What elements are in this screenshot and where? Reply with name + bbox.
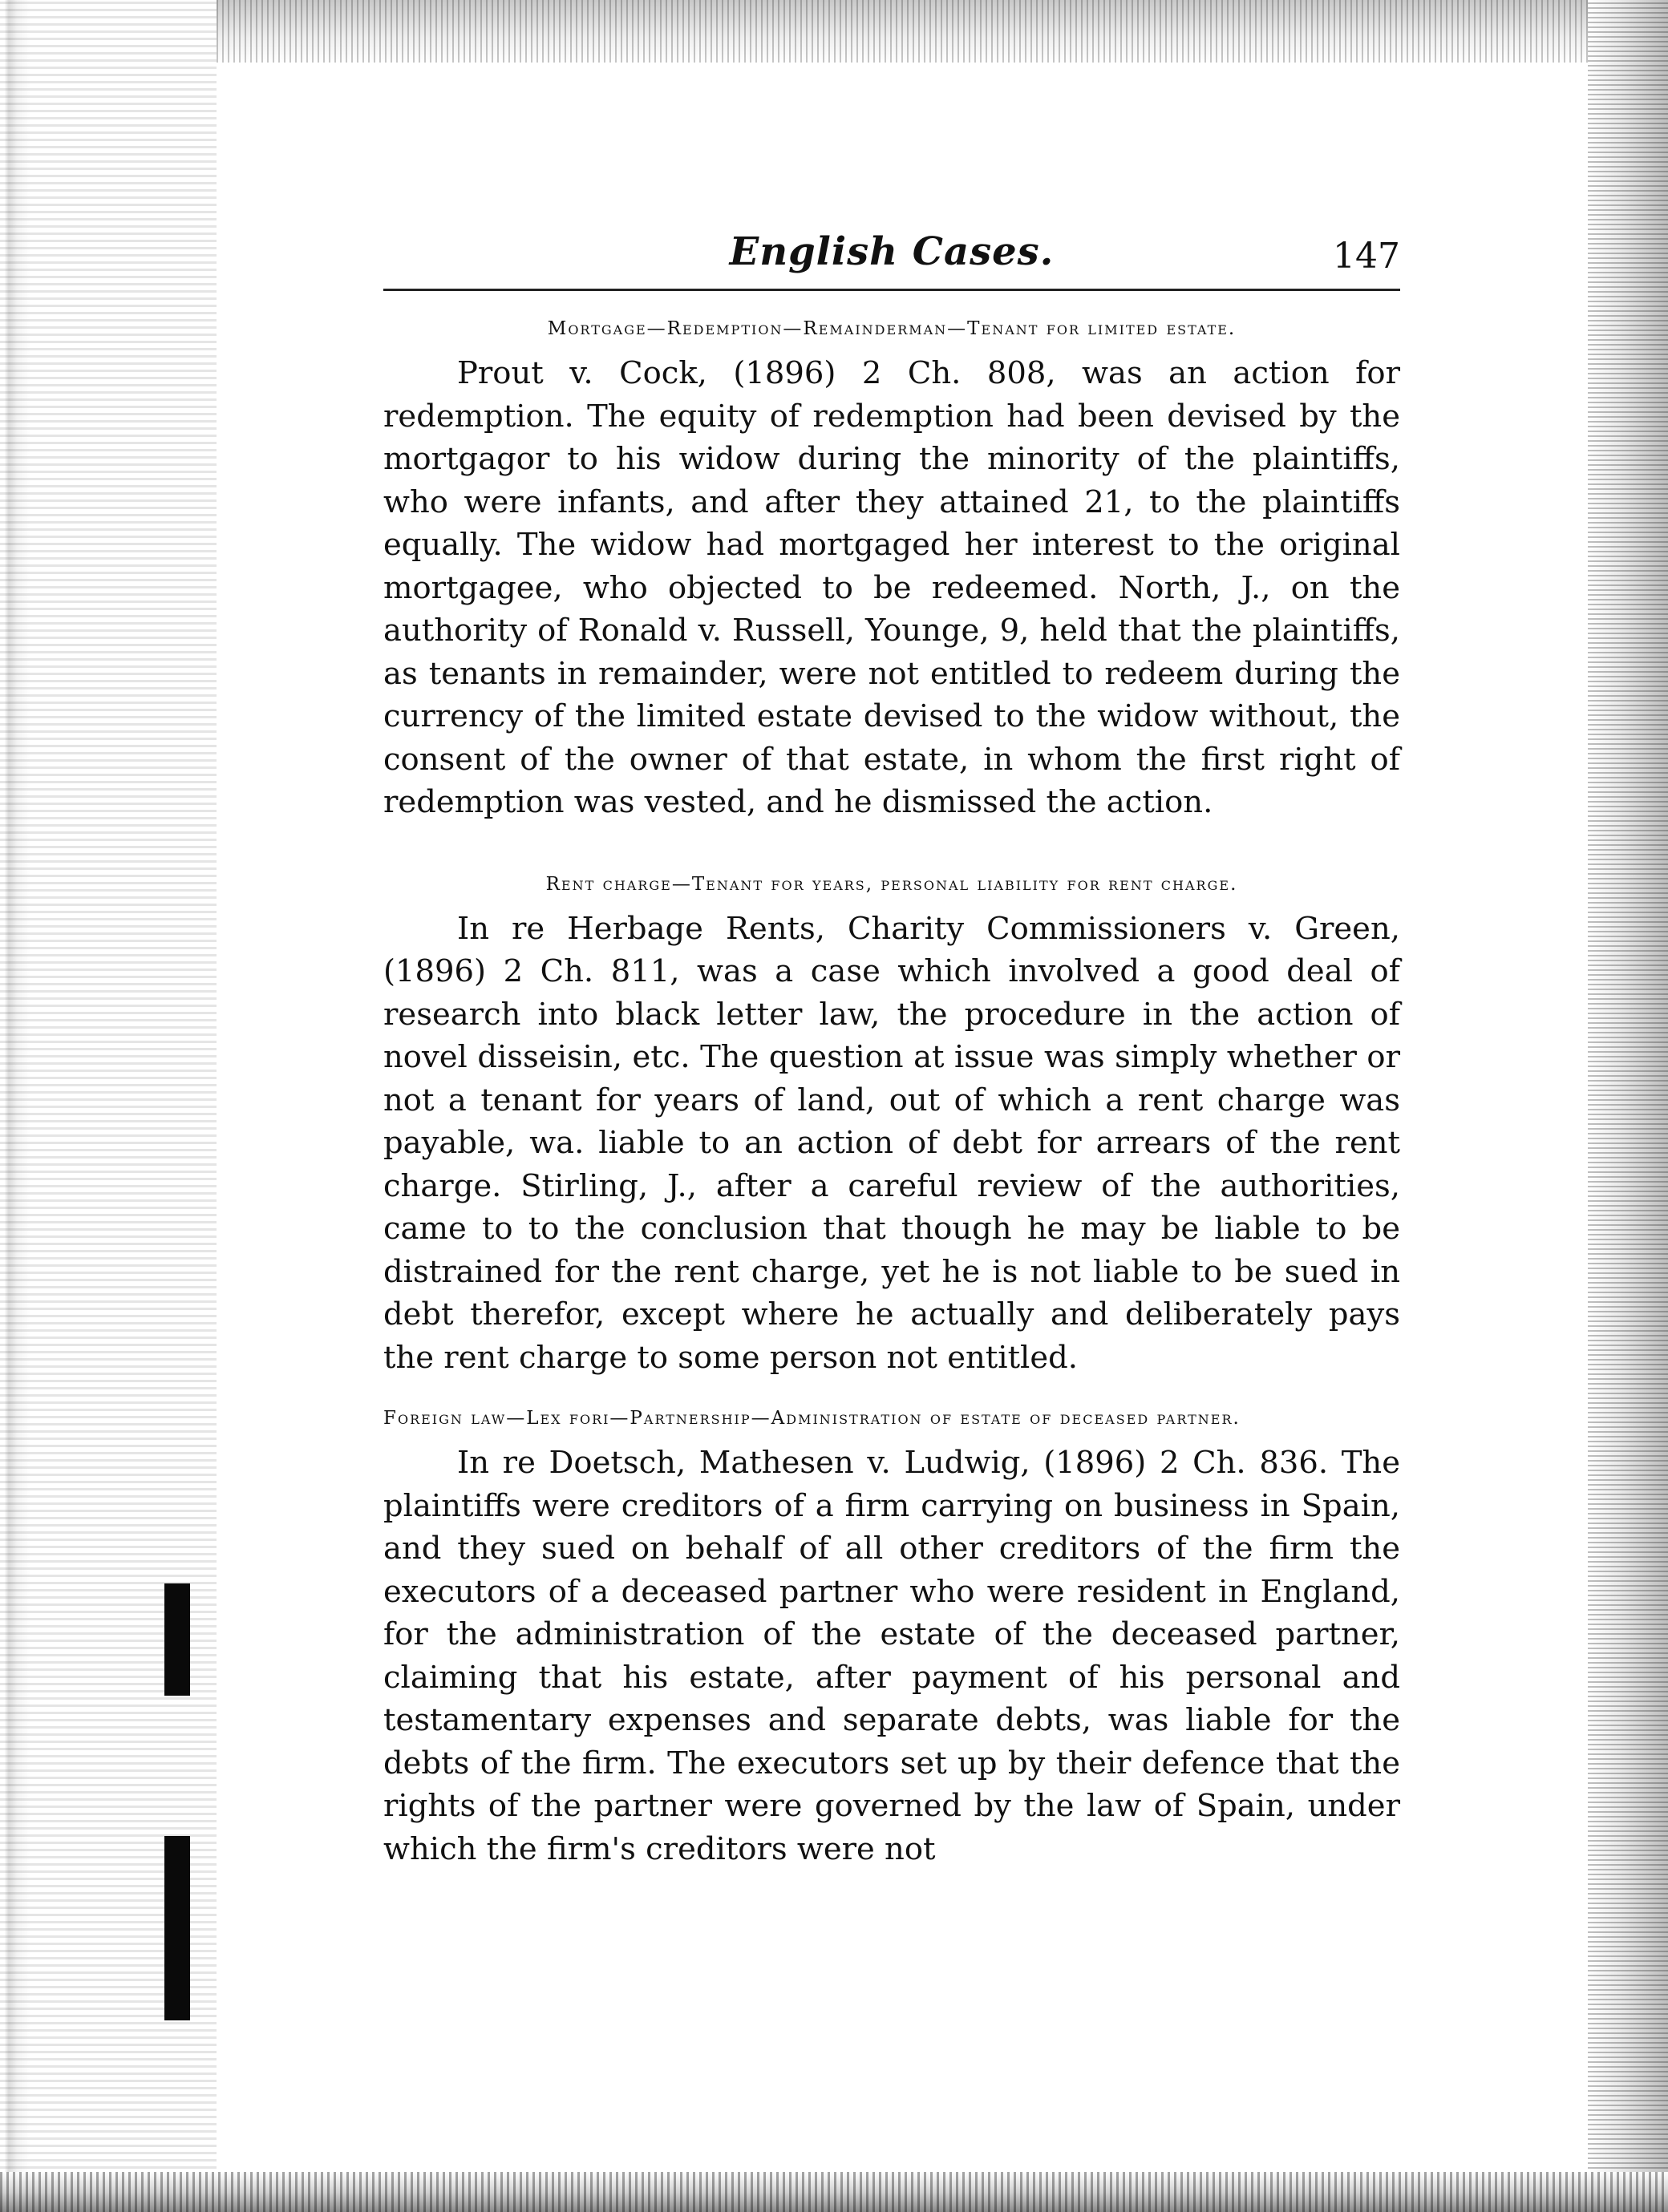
scan-right-edge — [1588, 0, 1668, 2212]
scan-bottom-edge — [0, 2172, 1668, 2212]
running-head — [383, 224, 1400, 291]
scan-mark — [164, 1836, 190, 2020]
running-title: English Cases. — [729, 229, 1055, 274]
scan-mark — [164, 1583, 190, 1696]
case-section — [383, 313, 1400, 824]
scan-top-edge — [217, 0, 1668, 63]
case-body: In re Doetsch, Mathesen v. Ludwig, (1896) 2 Ch. 836. The plaintiffs were creditors of a firm carrying on business in Spain, and they sued on behalf of all other creditors of the firm the executors of a deceased partner who were resident in England, for the administration of the estate of the deceased partner, claiming that his estate, after payment of his personal and testamentary expenses and separate debts, was liable for the debts of the firm. The executors set up by their defence that the rights of the partner were governed by the law of Spain, under which the firm's creditors were not — [383, 1445, 1400, 1867]
case-section — [383, 869, 1400, 1380]
page-number: 147 — [1333, 236, 1400, 277]
case-body: In re Herbage Rents, Charity Commissioners v. Green, (1896) 2 Ch. 811, was a case which involved a good deal of research into black letter law, the procedure in the action of novel disseisin, etc. The question at issue was simply whether or not a tenant for years of land, out of which a rent charge was payable, wa. liable to an action of debt for arrears of the rent charge. Stirling, J., after a careful review of the authorities, came to to the conclusion that though he may be liable to be distrained for the rent charge, yet he is not liable to be sued in debt therefor, except where he actually and deliberately pays the rent charge to some person not entitled. — [383, 910, 1400, 1376]
case-heading: Mortgage—Redemption—Remainderman—Tenant for limited estate. — [547, 318, 1237, 339]
book-page — [383, 224, 1400, 1870]
case-heading: Rent charge—Tenant for years, personal liability for rent charge. — [545, 873, 1238, 895]
case-section — [383, 1403, 1400, 1870]
case-body: Prout v. Cock, (1896) 2 Ch. 808, was an action for redemption. The equity of redemption had been devised by the mortgagor to his widow during the minority of the plaintiffs, who were infants, and after they attained 21, to the plaintiffs equally. The widow had mortgaged her interest to the original mortgagee, who objected to be redeemed. North, J., on the authority of Ronald v. Russell, Younge, 9, held that the plaintiffs, as tenants in remainder, were not entitled to redeem during the currency of the limited estate devised to the widow without, the consent of the owner of that estate, in whom the first right of redemption was vested, and he dismissed the action. — [383, 355, 1400, 820]
scan-left-edge — [0, 0, 217, 2212]
case-heading: Foreign law—Lex fori—Partnership—Administration of estate of deceased partner. — [383, 1408, 1241, 1429]
